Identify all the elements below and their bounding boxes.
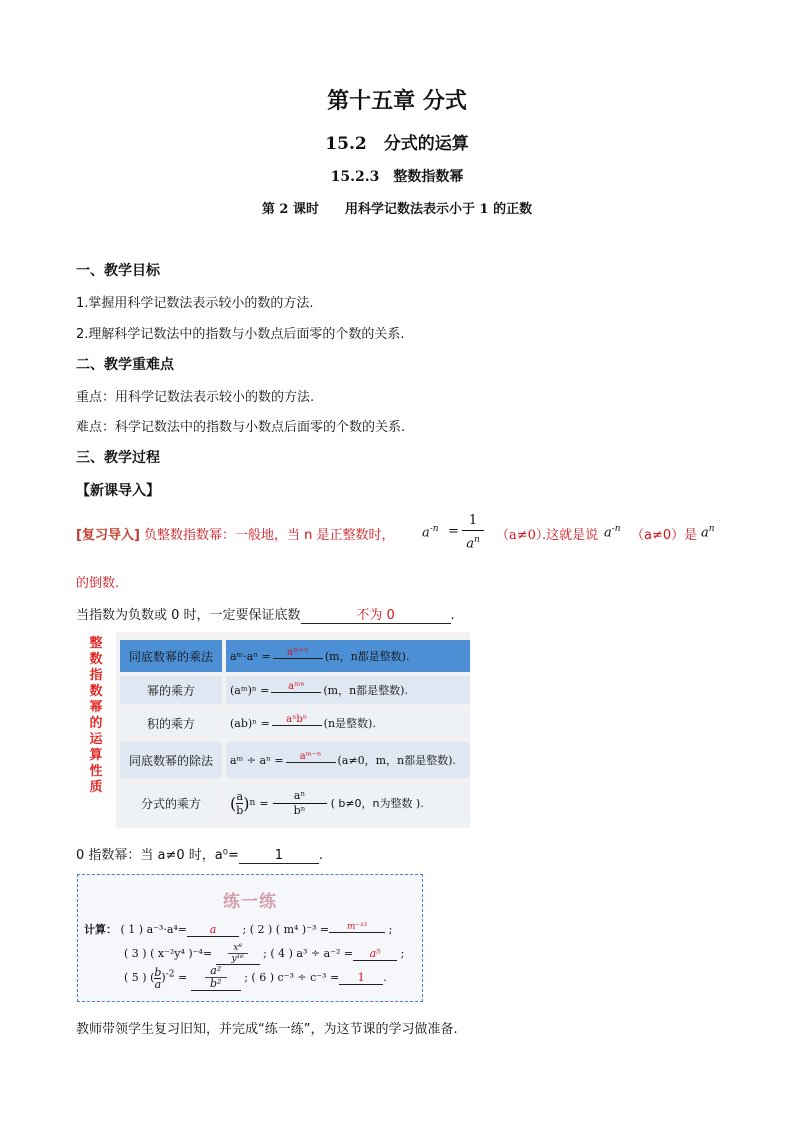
process-heading: 三、教学过程 bbox=[76, 450, 160, 466]
formula-post: (m，n都是整数). bbox=[323, 684, 408, 697]
base-rule bbox=[76, 604, 455, 624]
focus-text: 重点：用科学记数法表示较小的数的方法. bbox=[76, 390, 315, 405]
row-label: 同底数幂的除法 bbox=[120, 742, 222, 778]
review-line bbox=[76, 512, 726, 556]
practice-q6: ; ( 6 ) c⁻³ ÷ c⁻³ = bbox=[244, 971, 340, 984]
formula-pre: aᵐ·aⁿ = bbox=[230, 649, 271, 663]
practice-a3 bbox=[216, 943, 260, 965]
practice-a4: a⁵ bbox=[353, 947, 397, 961]
base-rule-end: . bbox=[450, 608, 455, 623]
q5-num: b bbox=[154, 965, 162, 979]
side-char: 指 bbox=[89, 668, 103, 683]
practice-q1: ( 1 ) a⁻³·a⁴= bbox=[120, 923, 188, 936]
practice-lead: 计算： bbox=[84, 923, 117, 936]
side-char: 质 bbox=[89, 780, 103, 795]
power-den: b bbox=[236, 803, 244, 817]
q5-den: a bbox=[154, 977, 162, 991]
row-formula bbox=[226, 676, 470, 704]
review-a1 bbox=[604, 524, 621, 540]
formula-answer: aⁿbⁿ bbox=[272, 714, 322, 726]
review-text-c: 的倒数. bbox=[76, 576, 120, 591]
review-a2 bbox=[701, 524, 715, 540]
a2-base: a bbox=[701, 525, 709, 541]
table-side-label bbox=[76, 632, 116, 828]
side-char: 数 bbox=[89, 684, 103, 699]
subsection-title: 15.2.3 整数指数幂 bbox=[330, 169, 464, 185]
formula-post: (n是整数). bbox=[323, 717, 376, 730]
base-rule-answer: 不为 0 bbox=[301, 609, 451, 624]
practice-q4: ; ( 4 ) a³ ÷ a⁻² = bbox=[263, 947, 354, 960]
a2-exp: n bbox=[708, 524, 715, 534]
formula-fraction bbox=[462, 512, 484, 553]
side-char: 运 bbox=[89, 732, 103, 747]
a5-num: a² bbox=[205, 965, 227, 978]
objective-item: 1.掌握用科学记数法表示较小的数的方法. bbox=[76, 296, 314, 311]
a3-num: x⁸ bbox=[228, 943, 248, 954]
formula-post: (m，n都是整数). bbox=[324, 650, 410, 663]
side-char: 数 bbox=[89, 652, 103, 667]
review-tag: [复习导入] bbox=[76, 528, 140, 543]
formula-lhs bbox=[422, 524, 439, 540]
review-cond2: （a≠0）是 bbox=[631, 528, 698, 543]
power-answer bbox=[273, 789, 327, 818]
practice-row: ( 5 ) ( $\frac{b}{a}$ )$^{-2}$ = $\frac{\text{a²}}{\text{b²}}$ ; ( 6 ) c⁻³ ÷ c⁻³ = 1 . bbox=[124, 964, 387, 991]
practice-q3: ( 3 ) ( x⁻²y⁴ )⁻⁴= bbox=[124, 947, 213, 960]
power-fraction bbox=[236, 790, 243, 817]
den-base: a bbox=[466, 536, 474, 552]
chapter-title: 第十五章 分式 bbox=[327, 89, 467, 114]
answer-den: bⁿ bbox=[293, 803, 306, 817]
power-exp: n bbox=[249, 798, 256, 808]
a5-den: b² bbox=[209, 977, 222, 990]
practice-q2: ; ( 2 ) ( m⁴ )⁻³ = bbox=[242, 923, 330, 936]
row-label: 分式的乘方 bbox=[120, 782, 222, 824]
row-label: 同底数幂的乘法 bbox=[120, 640, 222, 672]
row-formula bbox=[226, 708, 470, 738]
side-char: 的 bbox=[89, 716, 103, 731]
formula-pre: aᵐ ÷ aⁿ = bbox=[230, 753, 284, 767]
row-label: 幂的乘方 bbox=[120, 676, 222, 704]
closing-text: 教师带领学生复习旧知，并完成“练一练”，为这节课的学习做准备. bbox=[76, 1022, 458, 1037]
table-row bbox=[118, 740, 470, 780]
power-equals: = bbox=[259, 796, 269, 810]
fraction-denominator bbox=[462, 531, 484, 553]
side-char: 性 bbox=[89, 764, 103, 779]
a1-base: a bbox=[604, 525, 612, 541]
table-row bbox=[118, 674, 470, 706]
practice-row: 计算： ( 1 ) a⁻³·a⁴= a ; ( 2 ) ( m⁴ )⁻³ = m⁻¹² ; bbox=[84, 922, 393, 936]
difficulty-text: 难点：科学记数法中的指数与小数点后面零的个数的关系. bbox=[76, 420, 406, 435]
objectives-heading: 一、教学目标 bbox=[76, 263, 160, 279]
power-num: a bbox=[236, 789, 244, 803]
practice-a5 bbox=[191, 965, 241, 991]
table-row bbox=[118, 638, 470, 674]
keypoints-heading: 二、教学重难点 bbox=[76, 357, 174, 373]
practice-row: ( 3 ) ( x⁻²y⁴ )⁻⁴= $\frac{\text{x⁸}}{\text{y¹⁶}}$ ; ( 4 ) a³ ÷ a⁻² = a⁵ ; bbox=[124, 943, 405, 964]
formula-answer: aᵐ⁺ⁿ bbox=[273, 647, 323, 659]
objective-item: 2.理解科学记数法中的指数与小数点后面零的个数的关系. bbox=[76, 327, 405, 342]
formula-answer: aᵐ⁻ⁿ bbox=[286, 751, 336, 763]
formula-pre: (ab)ⁿ = bbox=[230, 716, 270, 730]
fraction-numerator: 1 bbox=[462, 512, 484, 531]
row-label: 积的乘方 bbox=[120, 708, 222, 738]
formula-base: a bbox=[422, 525, 430, 541]
section-title: 15.2 分式的运算 bbox=[325, 134, 469, 154]
practice-q5-label: ( 5 ) bbox=[124, 971, 147, 984]
exponent-rules-table bbox=[76, 632, 470, 828]
practice-a2: m⁻¹² bbox=[329, 922, 385, 933]
practice-a1: a bbox=[187, 923, 239, 937]
row-formula: ( $\frac{a}{b}$ ) n = $\frac{\text{aⁿ}}{\text{bⁿ}}$ ( b≠0，n为整数 ). bbox=[226, 782, 470, 824]
table-row bbox=[118, 706, 470, 740]
review-cond: （a≠0） bbox=[496, 528, 549, 543]
formula-equals: = bbox=[448, 524, 459, 539]
intro-heading: 【新课导入】 bbox=[76, 483, 160, 499]
review-text: 负整数指数幂：一般地，当 n 是正整数时， bbox=[144, 528, 395, 543]
formula-post: ( b≠0，n为整数 ). bbox=[330, 797, 424, 810]
row-formula bbox=[226, 640, 470, 672]
side-char: 整 bbox=[89, 636, 103, 651]
answer-num: aⁿ bbox=[273, 789, 327, 804]
practice-title: 练一练 bbox=[223, 892, 277, 912]
table-row bbox=[118, 780, 470, 826]
base-rule-text: 当指数为负数或 0 时，一定要保证底数 bbox=[76, 608, 301, 623]
side-char: 算 bbox=[89, 748, 103, 763]
row-formula bbox=[226, 742, 470, 778]
formula-exp: -n bbox=[429, 524, 439, 534]
side-char: 幂 bbox=[89, 700, 103, 715]
a3-den: y¹⁶ bbox=[231, 954, 244, 964]
zero-power-text: 0 指数幂：当 a≠0 时，a⁰= bbox=[76, 848, 239, 863]
review-text-b: .这就是说 bbox=[542, 528, 599, 543]
zero-power-answer: 1 bbox=[239, 849, 319, 864]
formula-pre: (aᵐ)ⁿ = bbox=[230, 683, 270, 697]
zero-power bbox=[76, 844, 323, 864]
den-exp: n bbox=[473, 535, 480, 545]
lesson-title: 第 2 课时 用科学记数法表示小于 1 的正数 bbox=[261, 202, 533, 217]
practice-a6: 1 bbox=[339, 971, 383, 985]
q5-exp: -2 bbox=[165, 969, 175, 980]
formula-answer: aᵐⁿ bbox=[271, 681, 321, 693]
a1-exp: -n bbox=[611, 524, 621, 534]
formula-post: (a≠0，m，n都是整数). bbox=[337, 754, 456, 767]
zero-power-end: . bbox=[318, 848, 324, 863]
practice-box bbox=[77, 874, 423, 1002]
